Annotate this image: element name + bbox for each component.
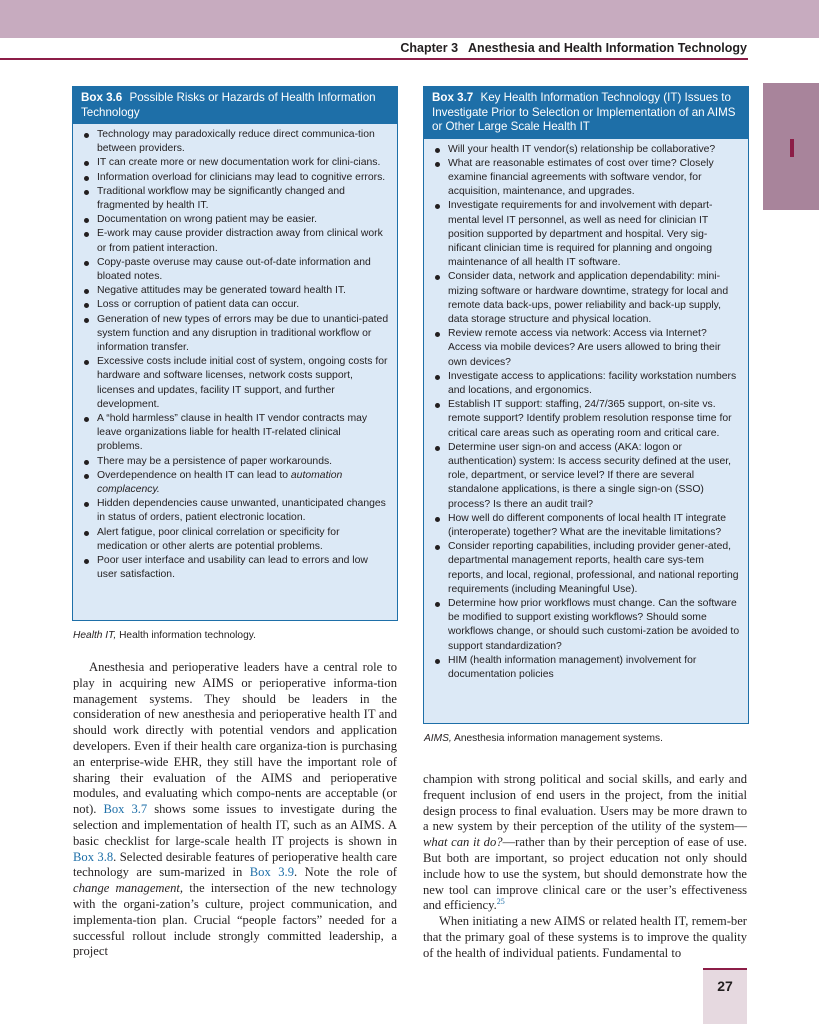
body-paragraph — [73, 660, 397, 960]
list-item: Investigate requirements for and involvement with depart-mental level IT personnel, as well as need for clinician IT position supported by department and hospital. Very sig-nificant clinician time is required for planning and ongoing maintenance of all health IT software. — [432, 199, 740, 270]
box-3-7-number: Box 3.7 — [432, 91, 474, 104]
list-item: Will your health IT vendor(s) relationship be collaborative? — [432, 143, 740, 157]
list-item: Generation of new types of errors may be due to unantici-pated system function and any disruption in traditional workflow or information transfer. — [81, 313, 389, 356]
text-run: champion with strong political and social skills, and early and frequent inclusion of end users in the project, from the initial design process to final evaluation. Users may be more drawn to a new system by their perception of the utility of the system— — [423, 772, 747, 834]
body-column-right — [423, 772, 747, 962]
list-item: Establish IT support: staffing, 24/7/365 support, on-site vs. remote support? Identify problem resolution response time for critical care areas such as operating room and critical care. — [432, 398, 740, 441]
list-item: Excessive costs include initial cost of system, ongoing costs for hardware and software licenses, network costs support, licenses and updates, facility IT support, and further development. — [81, 355, 389, 412]
section-tab-marker — [790, 139, 794, 157]
chapter-label: Chapter 3 — [400, 41, 459, 55]
text-run: . Note the role of — [294, 865, 397, 880]
box-3-6 — [72, 86, 398, 621]
list-item: Negative attitudes may be generated toward health IT. — [81, 284, 389, 298]
list-item: There may be a persistence of paper workarounds. — [81, 455, 389, 469]
box-3-6-list — [73, 124, 397, 589]
emphasis-text: what can it do? — [423, 835, 503, 850]
footnote-text: Anesthesia information management systems. — [451, 733, 663, 744]
list-item: How well do different components of local health IT integrate (interoperate) together? What are the inevitable limitations? — [432, 512, 740, 540]
box-3-7-list — [424, 139, 748, 689]
text-run: —rather than by their perception of ease of use. But both are important, so project education not only should include how to use the system, but should demonstrate how the new tool can improve clinical care or the user’s effectiveness and efficiency. — [423, 835, 747, 913]
list-item: HIM (health information management) involvement for documentation policies — [432, 654, 740, 682]
page-number: 27 — [717, 978, 733, 994]
list-item: Documentation on wrong patient may be easier. — [81, 213, 389, 227]
automation-complacency-term: automation complacency. — [97, 469, 343, 496]
citation-25[interactable]: 25 — [496, 897, 505, 907]
list-item — [81, 469, 389, 497]
box-3-9-link[interactable]: Box 3.9 — [249, 865, 294, 880]
list-item: IT can create more or new documentation work for clini-cians. — [81, 156, 389, 170]
list-item: Information overload for clinicians may lead to cognitive errors. — [81, 171, 389, 185]
body-column-left — [73, 660, 397, 960]
box-3-7 — [423, 86, 749, 724]
list-item: Technology may paradoxically reduce direct communica-tion between providers. — [81, 128, 389, 156]
running-header — [400, 41, 747, 55]
list-item: Loss or corruption of patient data can occur. — [81, 298, 389, 312]
box-3-7-footnote — [424, 733, 663, 744]
box-3-8-link[interactable]: Box 3.8 — [73, 849, 114, 864]
list-item: What are reasonable estimates of cost over time? Closely examine financial agreements with software vendor, for acquisition, maintenance, and upgrades. — [432, 157, 740, 200]
chapter-title: Anesthesia and Health Information Technology — [468, 41, 747, 55]
list-item: Copy-paste overuse may cause out-of-date information and bloated notes. — [81, 256, 389, 284]
list-item: Alert fatigue, poor clinical correlation or specificity for medication or other alerts are potential problems. — [81, 526, 389, 554]
list-item: Poor user interface and usability can lead to errors and low user satisfaction. — [81, 554, 389, 582]
box-3-6-header — [73, 87, 397, 124]
list-item: Traditional workflow may be significantly changed and fragmented by health IT. — [81, 185, 389, 213]
box-3-7-link[interactable]: Box 3.7 — [103, 802, 148, 817]
list-item: Consider reporting capabilities, including provider gener-ated, departmental management reports, health care sys-tem reports, and local, regional, professional, and national reporting requirements (including Meaningful Use). — [432, 540, 740, 597]
footnote-text: Health information technology. — [116, 630, 256, 641]
body-paragraph: When initiating a new AIMS or related health IT, remem-ber that the primary goal of these systems is to improve the quality of the health of individual patients. Fundamental to — [423, 914, 747, 960]
list-item: A “hold harmless” clause in health IT vendor contracts may leave organizations liable for health IT-related clinical problems. — [81, 412, 389, 455]
list-item: E-work may cause provider distraction away from clinical work or from patient interaction. — [81, 227, 389, 255]
box-3-6-title: Possible Risks or Hazards of Health Information Technology — [81, 91, 376, 119]
box-3-6-footnote — [73, 630, 256, 641]
footnote-abbr: Health IT, — [73, 630, 117, 641]
box-3-7-header — [424, 87, 748, 139]
text-run: the intersection of the new technology with the organi-zation’s culture, project communication, and implementa-tion plan. Crucial “people factors” needed for a successful rollout include strongly committed leadership, a project — [73, 881, 397, 959]
change-management-term: change management, — [73, 881, 184, 896]
box-3-7-title: Key Health Information Technology (IT) Issues to Investigate Prior to Selection or Implementation of an AIMS or Other Large Scale Health IT — [432, 91, 736, 133]
list-item: Review remote access via network: Access via Internet? Access via mobile devices? Are users allowed to bring their own devices? — [432, 327, 740, 370]
list-item: Determine how prior workflows must change. Can the software be modified to support existing workflows? Should some workflows change, or should such customi-zation be avoided to support standardization? — [432, 597, 740, 654]
text-run: shows some issues to investigate during the selection and implementation of health IT, such as an AIMS. A basic checklist for large-scale health IT projects is shown in — [73, 802, 398, 848]
section-side-tab — [763, 83, 819, 210]
list-item: Investigate access to applications: facility workstation numbers and locations, and ergonomics. — [432, 370, 740, 398]
top-color-band — [0, 0, 819, 38]
list-item: Hidden dependencies cause unwanted, unanticipated changes in status of orders, patient electronic location. — [81, 497, 389, 525]
list-item: Consider data, network and application dependability: mini-mizing software or hardware downtime, strategy for local and remote data back-ups, power reliability and back-up supply, data storage structure and physical location. — [432, 270, 740, 327]
header-rule — [0, 58, 748, 60]
text-run: Anesthesia and perioperative leaders have a central role to play in acquiring new AIMS or perioperative informa-tion management systems. They should be leaders in the consideration of new anesthesia and perioperative health IT and should work directly with potential vendors and application developers. Even if their health care organiza-tion is purchasing an enterprise-wide EHR, they still have the important role of sharing their evaluation of the AIMS and perioperative modules, and evaluating which compo-nents are acceptable (or not). — [73, 660, 397, 817]
list-item: Determine user sign-on and access (AKA: logon or authentication) system: Is access security defined at the user, role, department, or service level? If there are several standalone applications, is there a single sign-on (SSO) process? Is there an audit trail? — [432, 441, 740, 512]
box-3-6-number: Box 3.6 — [81, 91, 123, 104]
text-run: . Selected desirable features of perioperative health care technology are sum-marized in — [73, 849, 397, 880]
body-paragraph — [423, 772, 747, 914]
footnote-abbr: AIMS, — [424, 733, 452, 744]
overdependence-text: Overdependence on health IT can lead to — [97, 469, 291, 481]
page-number-box — [703, 970, 747, 1024]
